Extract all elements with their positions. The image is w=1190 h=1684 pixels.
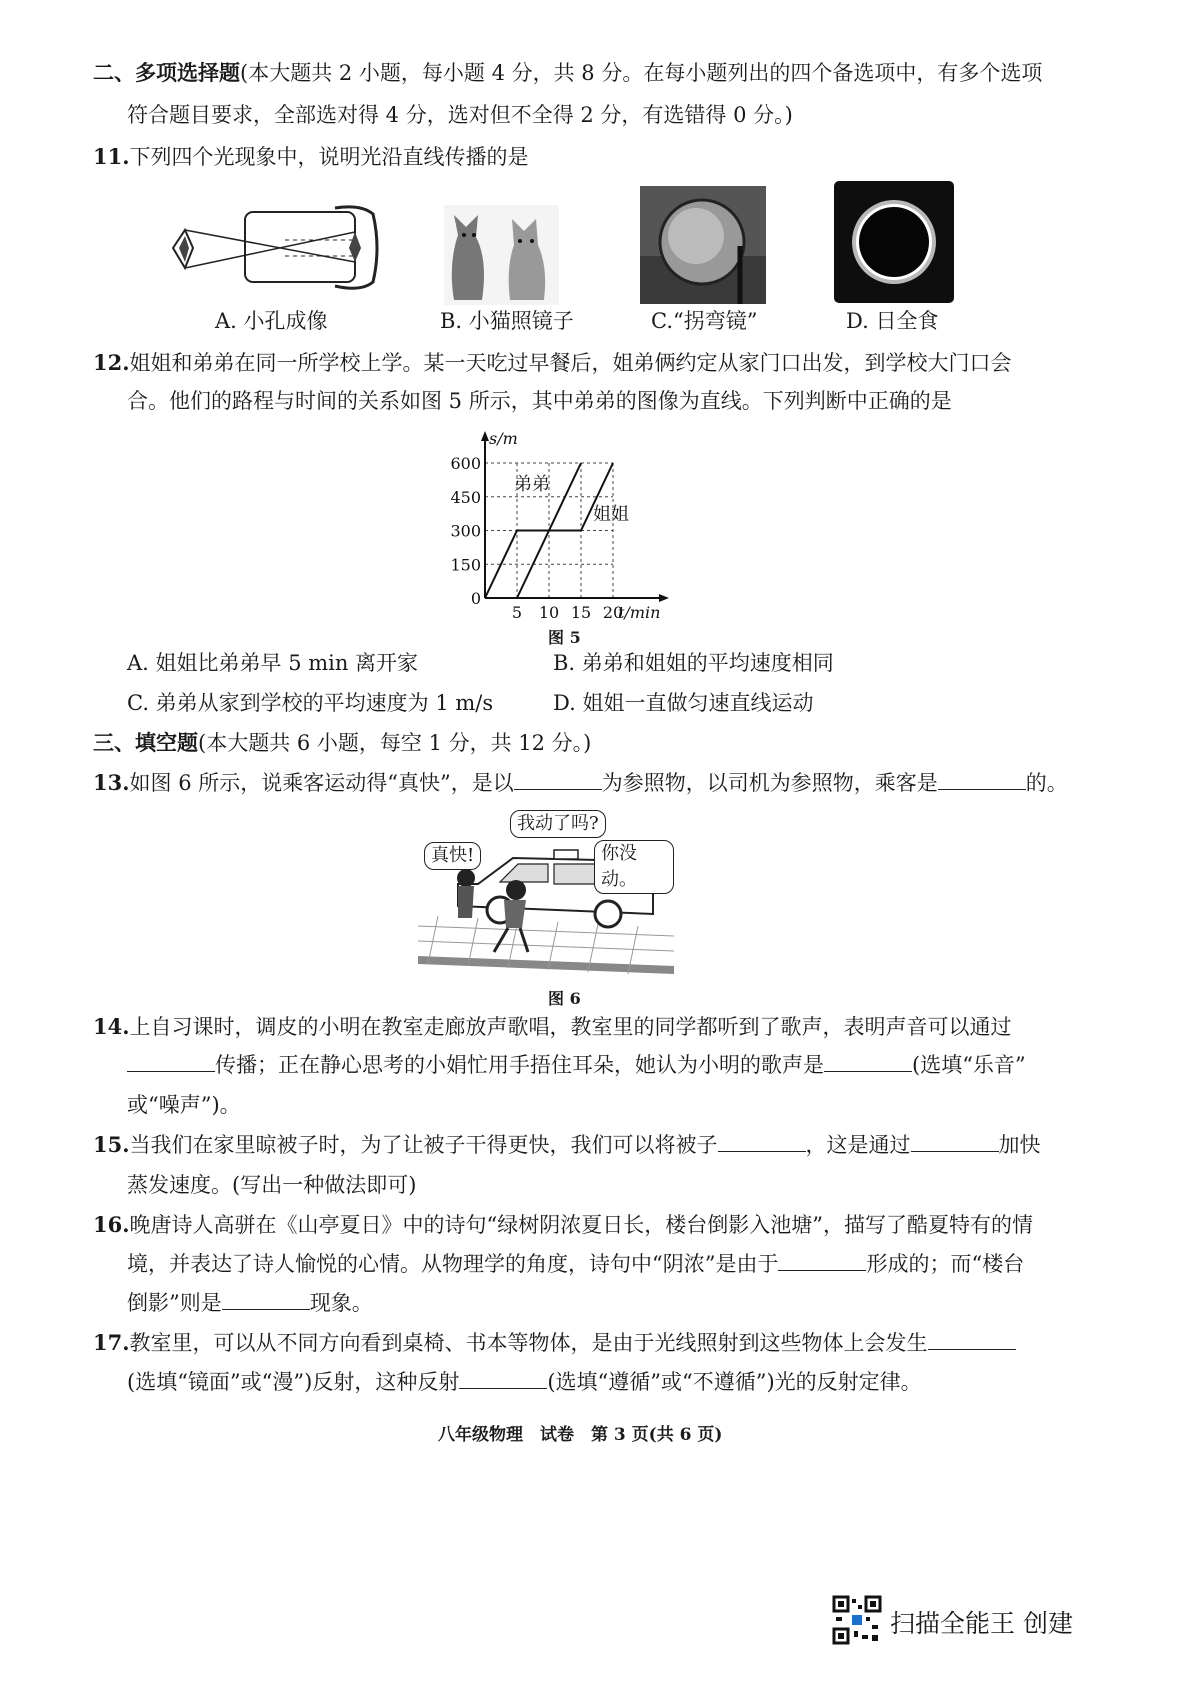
distance-time-chart [440,425,690,630]
q13-number: 13. [93,770,130,795]
q17-line-2 [127,1367,922,1397]
y-tick-label: 150 [450,555,481,575]
q12-option-a[interactable]: A. 姐姐比弟弟早 5 min 离开家 [127,651,419,675]
q11-option-c[interactable]: C.“拐弯镜” [651,309,758,333]
q15-text-1: 当我们在家里晾被子时，为了让被子干得更快，我们可以将被子 [129,1133,718,1157]
x-tick-label: 10 [538,603,560,622]
scanner-watermark: 扫描全能王 创建 [890,1609,1073,1638]
q16-text-1: 晚唐诗人高骈在《山亭夏日》中的诗句“绿树阴浓夏日长，楼台倒影入池塘”，描写了酷夏特有的情 [129,1213,1034,1237]
y-tick-label: 0 [470,589,481,608]
taxi-cartoon-figure [418,806,674,981]
q14-text-2: 传播；正在静心思考的小娟忙用手捂住耳朵，她认为小明的歌声是 [215,1053,824,1077]
q13-text-1: 如图 6 所示，说乘客运动得“真快”，是以 [129,771,514,795]
q15-blank-2[interactable] [911,1131,999,1152]
q12-text: 姐姐和弟弟在同一所学校上学。某一天吃过早餐后，姐弟俩约定从家门口出发，到学校大门口会 [129,351,1012,375]
q13-blank-2[interactable] [938,769,1026,790]
y-tick-label: 300 [450,521,481,541]
section2-instr-cont: 符合题目要求，全部选对得 4 分，选对但不全得 2 分，有选错得 0 分。) [127,103,793,127]
x-tick-label: 5 [511,603,523,622]
q11-stem [93,142,529,172]
q15-number: 15. [93,1132,130,1157]
q15-blank-1[interactable] [718,1131,806,1152]
speech-bubble-right: 你没动。 [594,840,674,894]
figure5-caption: 图 5 [548,628,581,647]
q14-text-1: 上自习课时，调皮的小明在教室走廊放声歌唱，教室里的同学都听到了歌声，表明声音可以通过 [129,1015,1012,1039]
q16-text-5: 现象。 [309,1291,373,1315]
q11-option-a[interactable]: A. 小孔成像 [215,309,328,333]
convex-mirror-figure [640,186,766,304]
q11-option-b[interactable]: B. 小猫照镜子 [440,309,574,333]
q12-option-c[interactable]: C. 弟弟从家到学校的平均速度为 1 m/s [127,691,494,715]
q14-line-3: 或“噪声”)。 [127,1093,241,1117]
q11-option-d[interactable]: D. 日全食 [846,309,939,333]
q17-text-3: (选填“遵循”或“不遵循”)光的反射定律。 [547,1370,922,1394]
q16-blank-1[interactable] [778,1250,866,1271]
qr-code-icon [832,1595,882,1645]
q11-number: 11. [93,144,130,169]
q16-number: 16. [93,1212,130,1237]
y-axis-label: s/m [489,429,518,448]
q13-blank-1[interactable] [514,769,602,790]
q14-number: 14. [93,1014,130,1039]
section2-title: 二、多项选择题 [93,60,240,85]
q16-stem [93,1210,1033,1240]
cat-mirror-figure [444,205,559,305]
x-tick-label: 20 [602,603,624,622]
q14-text-3: (选填“乐音” [912,1053,1026,1077]
q14-stem [93,1012,1012,1042]
q15-text-2: ，这是通过 [805,1133,911,1157]
section2-instr: (本大题共 2 小题，每小题 4 分，共 8 分。在每小题列出的四个备选项中，有多个选项 [240,61,1043,85]
q16-line-2 [127,1249,1024,1279]
q15-text-3: 加快 [998,1133,1041,1157]
q16-blank-2[interactable] [222,1289,310,1310]
q12-stem [93,348,1012,378]
q15-stem [93,1130,1041,1160]
q14-line-2 [127,1050,1026,1080]
q11-text: 下列四个光现象中，说明光沿直线传播的是 [129,145,529,169]
q17-number: 17. [93,1330,130,1355]
q16-line-3 [127,1288,373,1318]
x-tick-label: 15 [570,603,592,622]
q17-stem [93,1328,1016,1358]
figure6-caption: 图 6 [548,989,581,1008]
q16-text-2: 境，并表达了诗人愉悦的心情。从物理学的角度，诗句中“阴浓”是由于 [127,1252,779,1276]
q16-text-4: 倒影”则是 [127,1291,222,1315]
q12-option-b[interactable]: B. 弟弟和姐姐的平均速度相同 [553,651,834,675]
q16-text-3: 形成的；而“楼台 [866,1252,1025,1276]
section3-title: 三、填空题 [93,730,198,755]
speech-bubble-middle: 我动了吗? [510,810,606,838]
q12-number: 12. [93,350,130,375]
section3-instr: (本大题共 6 小题，每空 1 分，共 12 分。) [198,731,592,755]
q14-blank-1[interactable] [127,1051,215,1072]
series-label-1: 姐姐 [593,504,629,525]
q13-text-3: 的。 [1025,771,1068,795]
q17-text-1: 教室里，可以从不同方向看到桌椅、书本等物体，是由于光线照射到这些物体上会发生 [129,1331,928,1355]
series-label-0: 弟弟 [514,474,550,495]
page-footer: 八年级物理 试卷 第 3 页(共 6 页) [438,1425,723,1445]
y-tick-label: 600 [450,454,481,473]
speech-bubble-left: 真快! [424,842,481,870]
q12-option-d[interactable]: D. 姐姐一直做匀速直线运动 [553,691,814,715]
q14-blank-2[interactable] [824,1051,912,1072]
q17-blank-1[interactable] [928,1329,1016,1350]
q17-text-2: (选填“镜面”或“漫”)反射，这种反射 [127,1370,460,1394]
x-axis-label: t/min [618,603,661,622]
y-axis-arrow [481,431,489,441]
q13-text-2: 为参照物，以司机为参照物，乘客是 [601,771,938,795]
q12-stem-cont: 合。他们的路程与时间的关系如图 5 所示，其中弟弟的图像为直线。下列判断中正确的是 [127,389,952,413]
section2-header [93,58,1042,88]
q13-stem [93,768,1068,798]
solar-eclipse-figure [834,181,954,303]
x-axis-arrow [659,594,669,602]
y-tick-label: 450 [450,487,481,507]
pinhole-camera-figure [165,200,385,295]
q15-line-2: 蒸发速度。(写出一种做法即可) [127,1173,417,1197]
q17-blank-2[interactable] [459,1368,547,1389]
section3-header [93,728,591,758]
